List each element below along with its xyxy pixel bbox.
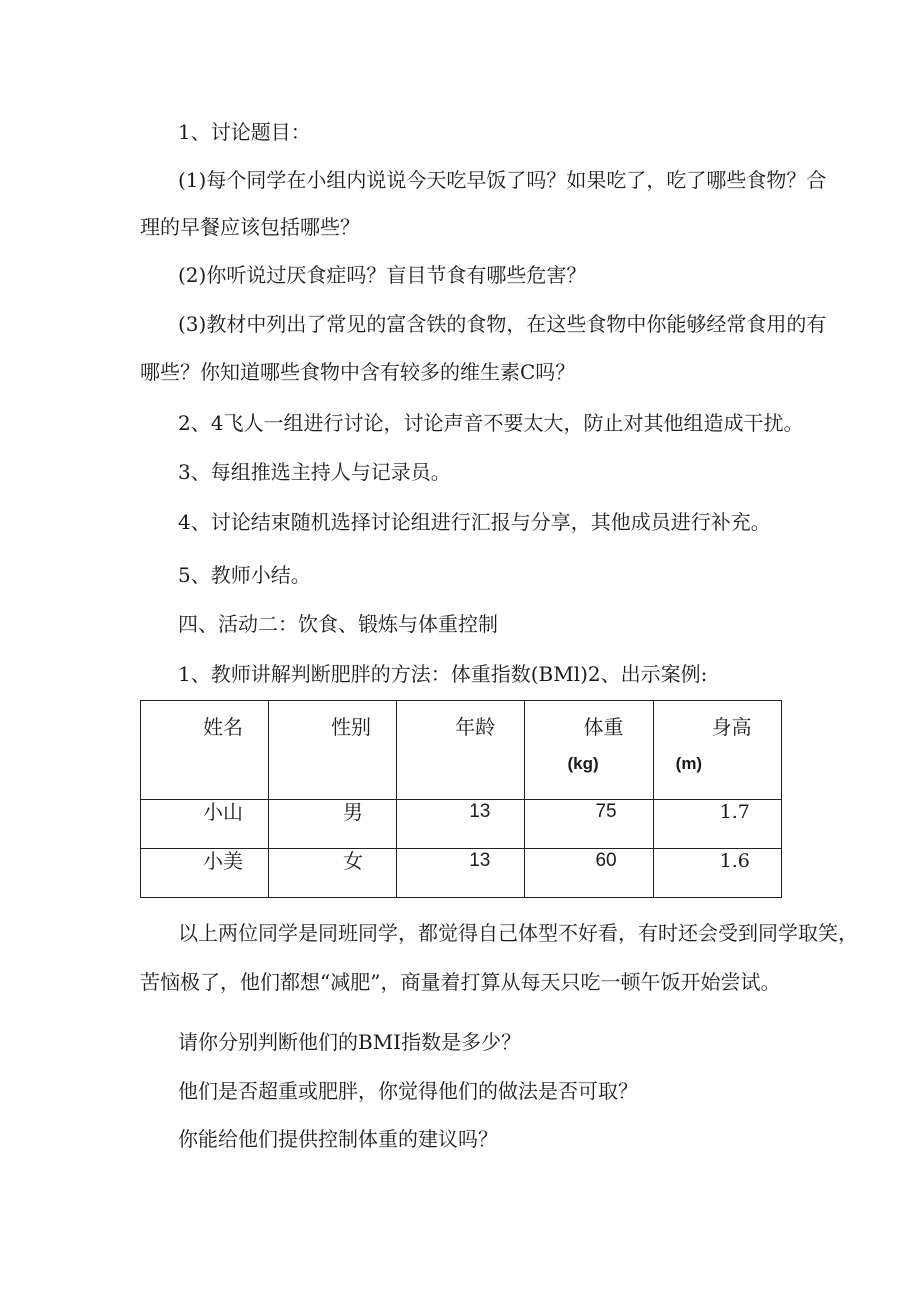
header-gender-cell	[268, 701, 396, 800]
case-description-line-2: 苦恼极了，他们都想“减肥”，商量着打算从每天只吃一顿午饭开始尝试。	[140, 970, 781, 994]
cell-age	[397, 849, 525, 898]
table-header-row	[141, 701, 782, 800]
cell-weight-text: 60	[595, 850, 617, 871]
cell-weight	[525, 849, 653, 898]
header-height: 身高	[711, 715, 752, 739]
table-row	[141, 849, 782, 898]
cell-age	[397, 800, 525, 849]
cell-height-text: 1.6	[719, 850, 750, 872]
cell-gender-text: 女	[342, 849, 363, 873]
question-2: (2)你听说过厌食症吗？盲目节食有哪些危害？	[178, 263, 587, 287]
cell-name	[141, 849, 269, 898]
elect-host-instruction: 3、每组推选主持人与记录员。	[178, 460, 451, 484]
cell-age-text: 13	[469, 850, 491, 871]
bmi-method-text: 1、教师讲解判断肥胖的方法：体重指数(BMl)2、出示案例:	[178, 662, 708, 686]
header-weight-cell	[525, 701, 653, 800]
cell-name-text: 小山	[203, 800, 243, 824]
advice-question: 你能给他们提供控制体重的建议吗？	[178, 1127, 498, 1151]
header-name-cell	[141, 701, 269, 800]
cell-gender	[268, 849, 396, 898]
cell-name	[141, 800, 269, 849]
cell-height-text: 1.7	[719, 801, 750, 823]
group-instruction: 2、4飞人一组进行讨论，讨论声音不要太大，防止对其他组造成干扰。	[178, 411, 804, 435]
case-description-line-1: 以上两位同学是同班同学，都觉得自己体型不好看，有时还会受到同学取笑，	[178, 921, 858, 945]
table-row	[141, 800, 782, 849]
header-weight-unit: (kg)	[567, 754, 599, 773]
teacher-summary: 5、教师小结。	[178, 563, 311, 587]
header-gender: 性别	[330, 715, 371, 739]
cell-height	[653, 849, 781, 898]
report-share-instruction: 4、讨论结束随机选择讨论组进行汇报与分享，其他成员进行补充。	[178, 510, 771, 534]
question-1-line-2: 理的早餐应该包括哪些？	[140, 215, 360, 239]
overweight-question: 他们是否超重或肥胖，你觉得他们的做法是否可取？	[178, 1079, 638, 1103]
cell-weight	[525, 800, 653, 849]
header-name: 姓名	[203, 715, 243, 739]
bmi-question: 请你分别判断他们的BMI指数是多少？	[178, 1030, 522, 1054]
question-3-line-2: 哪些？你知道哪些食物中含有较多的维生素C吗？	[140, 360, 576, 384]
header-age-cell	[397, 701, 525, 800]
bmi-case-table	[140, 700, 782, 898]
header-weight: 体重	[583, 715, 624, 739]
cell-name-text: 小美	[203, 849, 243, 873]
header-age: 年龄	[455, 715, 496, 739]
header-height-unit: (m)	[675, 754, 703, 773]
header-height-cell	[653, 701, 781, 800]
cell-weight-text: 75	[595, 801, 617, 822]
question-3-line-1: (3)教材中列出了常见的富含铁的食物，在这些食物中你能够经常食用的有	[178, 312, 827, 336]
activity-two-heading: 四、活动二：饮食、锻炼与体重控制	[178, 612, 498, 636]
cell-gender	[268, 800, 396, 849]
cell-height	[653, 800, 781, 849]
question-1-line-1: (1)每个同学在小组内说说今天吃早饭了吗？如果吃了，吃了哪些食物？合	[178, 168, 827, 192]
cell-gender-text: 男	[342, 800, 363, 824]
discussion-topic-heading: 1、讨论题目：	[178, 120, 311, 144]
cell-age-text: 13	[469, 801, 491, 822]
